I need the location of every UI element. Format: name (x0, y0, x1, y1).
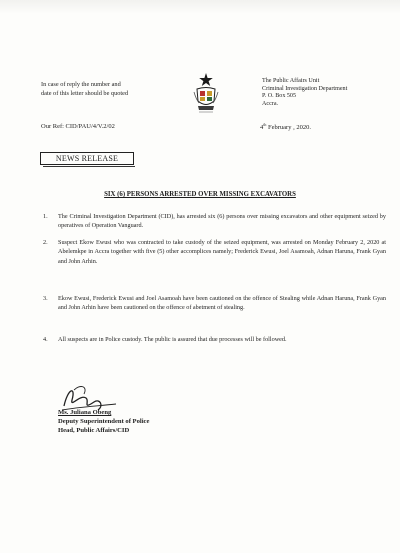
letter-date (260, 122, 311, 131)
signatory-title: Deputy Superintendent of Police (58, 418, 150, 425)
headline: SIX (6) PERSONS ARRESTED OVER MISSING EXCAVATORS (104, 191, 296, 198)
item-number: 1. (43, 213, 48, 220)
reply-note (41, 80, 171, 98)
date-day: 4 (260, 124, 264, 132)
item-text: The Criminal Investigation Department (CID), has arrested six (6) persons over missing excavators and other equipment seized by operatives of Operation Vanguard. (58, 213, 386, 230)
reply-note-line-1: In case of reply the number and (41, 81, 121, 88)
item-text: Suspect Ekow Ewusi who was contracted to take custody of the seized equipment, was arrested on Monday February 2, 2020 at Abelemkpe in Accra together with five (5) other accomplices namely; Frederick Ewusi, Joel Asamoah, Adnan Haruna, Frank Gyan and John Arhin. (58, 239, 386, 265)
date-rest: February , 2020. (266, 124, 311, 132)
address-line-2: Criminal Investigation Department (262, 85, 348, 92)
list-item (43, 212, 386, 231)
item-text: All suspects are in Police custody. The public is assured that due processes will be followed. (58, 336, 287, 343)
address-line-1: The Public Affairs Unit (262, 78, 320, 84)
news-release-label: NEWS RELEASE (40, 152, 134, 165)
list-item (43, 238, 386, 266)
item-text: Ekow Ewusi, Frederick Ewusi and Joel Asamoah have been cautioned on the offence of Stealing while Adnan Haruna, Frank Gyan and John Arhin have been cautioned on the offence of abetment of stealing. (58, 295, 386, 312)
item-number: 2. (43, 239, 48, 246)
signature-block (58, 408, 149, 435)
address-line-3: P. O. Box 505 (262, 93, 297, 100)
ghana-police-crest-icon (193, 72, 219, 116)
item-number: 4. (43, 336, 48, 343)
list-item (43, 294, 386, 313)
scan-shadow (0, 0, 400, 14)
item-number: 3. (43, 295, 48, 302)
sender-address (262, 78, 387, 108)
signatory-name: Ms. Juliana Obeng (58, 409, 112, 416)
list-item (43, 335, 386, 344)
signatory-office: Head, Public Affairs/CID (58, 427, 130, 434)
address-line-4: Accra. (262, 100, 279, 107)
date-suffix: th (263, 122, 267, 127)
reference-number: Our Ref: CID/PAU/4/V.2/02 (41, 123, 115, 130)
reply-note-line-2: date of this letter should be quoted (41, 90, 129, 97)
